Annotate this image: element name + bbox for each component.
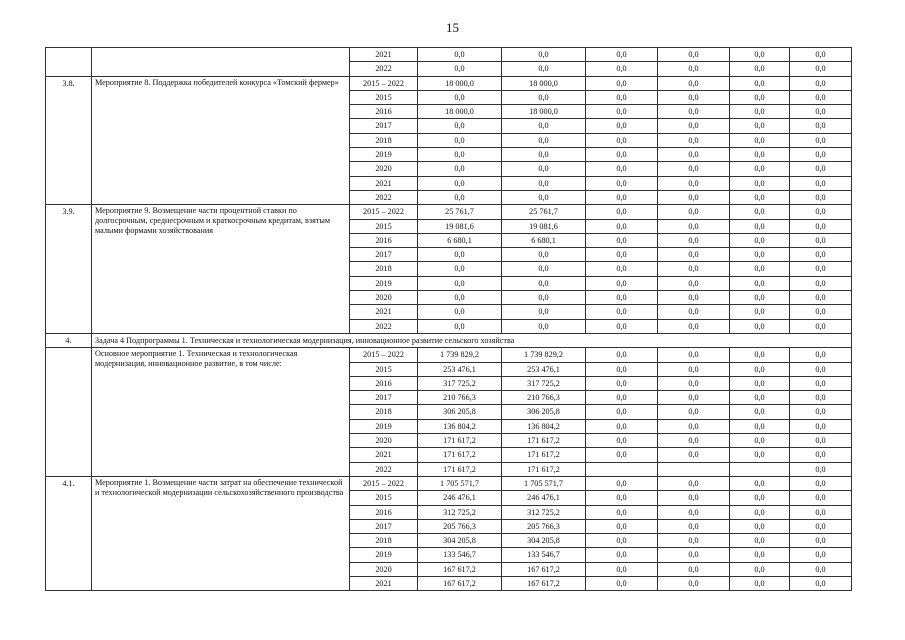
total-value: 312 725,2 — [418, 505, 502, 519]
period-year: 2015 – 2022 — [350, 476, 418, 490]
item-number: 4.1. — [46, 476, 92, 590]
extra-value: 0,0 — [790, 419, 852, 433]
federal-budget-value: 0,0 — [586, 248, 658, 262]
table-row — [46, 76, 852, 90]
total-value: 167 617,2 — [418, 562, 502, 576]
federal-budget-value: 0,0 — [586, 262, 658, 276]
extra-value: 0,0 — [790, 562, 852, 576]
federal-budget-value: 0,0 — [586, 148, 658, 162]
extra-value: 0,0 — [790, 376, 852, 390]
regional-budget-value: 18 000,0 — [502, 76, 586, 90]
regional-budget-value: 0,0 — [502, 119, 586, 133]
period-year: 2018 — [350, 534, 418, 548]
federal-budget-value: 0,0 — [586, 576, 658, 590]
item-number: 3.9. — [46, 205, 92, 334]
extra-value: 0,0 — [790, 348, 852, 362]
extra-value: 0,0 — [790, 76, 852, 90]
extra-value: 0,0 — [790, 176, 852, 190]
federal-budget-value: 0,0 — [586, 476, 658, 490]
extra-value: 0,0 — [790, 62, 852, 76]
regional-budget-value: 167 617,2 — [502, 576, 586, 590]
regional-budget-value: 18 000,0 — [502, 105, 586, 119]
regional-budget-value: 0,0 — [502, 62, 586, 76]
federal-budget-value: 0,0 — [586, 419, 658, 433]
task-row — [46, 333, 852, 347]
total-value: 0,0 — [418, 190, 502, 204]
local-budget-value: 0,0 — [658, 534, 730, 548]
local-budget-value: 0,0 — [658, 48, 730, 62]
federal-budget-value: 0,0 — [586, 119, 658, 133]
period-year: 2017 — [350, 519, 418, 533]
other-source-value: 0,0 — [730, 190, 790, 204]
other-source-value: 0,0 — [730, 276, 790, 290]
other-source-value: 0,0 — [730, 233, 790, 247]
federal-budget-value: 0,0 — [586, 233, 658, 247]
period-year: 2018 — [350, 262, 418, 276]
regional-budget-value: 306 205,8 — [502, 405, 586, 419]
total-value: 167 617,2 — [418, 576, 502, 590]
federal-budget-value: 0,0 — [586, 505, 658, 519]
extra-value: 0,0 — [790, 262, 852, 276]
local-budget-value: 0,0 — [658, 391, 730, 405]
local-budget-value: 0,0 — [658, 276, 730, 290]
extra-value: 0,0 — [790, 190, 852, 204]
total-value: 0,0 — [418, 133, 502, 147]
period-year: 2019 — [350, 148, 418, 162]
federal-budget-value: 0,0 — [586, 105, 658, 119]
total-value: 246 476,1 — [418, 491, 502, 505]
extra-value: 0,0 — [790, 476, 852, 490]
period-year: 2021 — [350, 176, 418, 190]
period-year: 2022 — [350, 62, 418, 76]
period-year: 2015 – 2022 — [350, 205, 418, 219]
local-budget-value: 0,0 — [658, 434, 730, 448]
period-year: 2022 — [350, 190, 418, 204]
other-source-value: 0,0 — [730, 62, 790, 76]
other-source-value: 0,0 — [730, 305, 790, 319]
total-value: 0,0 — [418, 319, 502, 333]
item-name: Основное мероприятие 1. Техническая и технологическая модернизация, инновационное развитие, в том числе: — [92, 348, 350, 477]
other-source-value: 0,0 — [730, 133, 790, 147]
total-value: 0,0 — [418, 291, 502, 305]
total-value: 133 546,7 — [418, 548, 502, 562]
other-source-value: 0,0 — [730, 476, 790, 490]
extra-value: 0,0 — [790, 405, 852, 419]
period-year: 2019 — [350, 419, 418, 433]
total-value: 253 476,1 — [418, 362, 502, 376]
local-budget-value: 0,0 — [658, 190, 730, 204]
local-budget-value: 0,0 — [658, 362, 730, 376]
period-year: 2017 — [350, 119, 418, 133]
total-value: 1 705 571,7 — [418, 476, 502, 490]
page-number: 15 — [446, 20, 459, 35]
period-year: 2021 — [350, 305, 418, 319]
local-budget-value: 0,0 — [658, 476, 730, 490]
extra-value: 0,0 — [790, 534, 852, 548]
period-year: 2017 — [350, 391, 418, 405]
total-value: 171 617,2 — [418, 434, 502, 448]
regional-budget-value: 1 705 571,7 — [502, 476, 586, 490]
other-source-value: 0,0 — [730, 448, 790, 462]
period-year: 2016 — [350, 505, 418, 519]
local-budget-value: 0,0 — [658, 62, 730, 76]
other-source-value: 0,0 — [730, 105, 790, 119]
regional-budget-value: 0,0 — [502, 148, 586, 162]
federal-budget-value: 0,0 — [586, 176, 658, 190]
extra-value: 0,0 — [790, 491, 852, 505]
local-budget-value: 0,0 — [658, 405, 730, 419]
period-year: 2015 — [350, 90, 418, 104]
local-budget-value: 0,0 — [658, 233, 730, 247]
regional-budget-value: 0,0 — [502, 248, 586, 262]
total-value: 171 617,2 — [418, 462, 502, 476]
period-year: 2020 — [350, 434, 418, 448]
local-budget-value: 0,0 — [658, 562, 730, 576]
total-value: 0,0 — [418, 305, 502, 319]
other-source-value: 0,0 — [730, 219, 790, 233]
regional-budget-value: 1 739 829,2 — [502, 348, 586, 362]
local-budget-value: 0,0 — [658, 448, 730, 462]
local-budget-value: 0,0 — [658, 419, 730, 433]
regional-budget-value: 171 617,2 — [502, 448, 586, 462]
federal-budget-value: 0,0 — [586, 291, 658, 305]
other-source-value: 0,0 — [730, 434, 790, 448]
regional-budget-value: 0,0 — [502, 48, 586, 62]
federal-budget-value: 0,0 — [586, 62, 658, 76]
total-value: 136 804,2 — [418, 419, 502, 433]
federal-budget-value: 0,0 — [586, 219, 658, 233]
total-value: 171 617,2 — [418, 448, 502, 462]
regional-budget-value: 0,0 — [502, 176, 586, 190]
total-value: 18 000,0 — [418, 105, 502, 119]
other-source-value: 0,0 — [730, 90, 790, 104]
extra-value: 0,0 — [790, 391, 852, 405]
extra-value: 0,0 — [790, 362, 852, 376]
federal-budget-value: 0,0 — [586, 548, 658, 562]
period-year: 2022 — [350, 319, 418, 333]
extra-value: 0,0 — [790, 576, 852, 590]
extra-value: 0,0 — [790, 305, 852, 319]
extra-value: 0,0 — [790, 448, 852, 462]
other-source-value: 0,0 — [730, 148, 790, 162]
extra-value: 0,0 — [790, 319, 852, 333]
period-year: 2021 — [350, 576, 418, 590]
regional-budget-value: 167 617,2 — [502, 562, 586, 576]
local-budget-value: 0,0 — [658, 219, 730, 233]
federal-budget-value: 0,0 — [586, 162, 658, 176]
total-value: 0,0 — [418, 162, 502, 176]
regional-budget-value: 0,0 — [502, 190, 586, 204]
extra-value: 0,0 — [790, 505, 852, 519]
local-budget-value: 0,0 — [658, 376, 730, 390]
other-source-value: 0,0 — [730, 176, 790, 190]
total-value: 0,0 — [418, 48, 502, 62]
local-budget-value: 0,0 — [658, 248, 730, 262]
local-budget-value: 0,0 — [658, 148, 730, 162]
extra-value: 0,0 — [790, 519, 852, 533]
federal-budget-value: 0,0 — [586, 190, 658, 204]
regional-budget-value: 304 205,8 — [502, 534, 586, 548]
regional-budget-value: 0,0 — [502, 276, 586, 290]
total-value: 0,0 — [418, 248, 502, 262]
total-value: 0,0 — [418, 62, 502, 76]
period-year: 2016 — [350, 376, 418, 390]
other-source-value: 0,0 — [730, 119, 790, 133]
period-year: 2016 — [350, 233, 418, 247]
item-name: Мероприятие 1. Возмещение части затрат на обеспечение технической и технологической модернизации сельскохозяйственного производства — [92, 476, 350, 590]
item-number — [46, 48, 92, 77]
regional-budget-value: 253 476,1 — [502, 362, 586, 376]
other-source-value: 0,0 — [730, 362, 790, 376]
federal-budget-value: 0,0 — [586, 362, 658, 376]
period-year: 2020 — [350, 562, 418, 576]
other-source-value: 0,0 — [730, 562, 790, 576]
federal-budget-value: 0,0 — [586, 562, 658, 576]
federal-budget-value: 0,0 — [586, 90, 658, 104]
other-source-value: 0,0 — [730, 576, 790, 590]
regional-budget-value: 19 081,6 — [502, 219, 586, 233]
total-value: 317 725,2 — [418, 376, 502, 390]
total-value: 304 205,8 — [418, 534, 502, 548]
period-year: 2018 — [350, 133, 418, 147]
other-source-value: 0,0 — [730, 48, 790, 62]
period-year: 2022 — [350, 462, 418, 476]
table-row — [46, 48, 852, 62]
federal-budget-value: 0,0 — [586, 405, 658, 419]
other-source-value: 0,0 — [730, 76, 790, 90]
other-source-value: 0,0 — [730, 291, 790, 305]
extra-value: 0,0 — [790, 434, 852, 448]
regional-budget-value: 133 546,7 — [502, 548, 586, 562]
federal-budget-value: 0,0 — [586, 205, 658, 219]
local-budget-value: 0,0 — [658, 119, 730, 133]
federal-budget-value: 0,0 — [586, 534, 658, 548]
other-source-value: 0,0 — [730, 491, 790, 505]
regional-budget-value: 171 617,2 — [502, 434, 586, 448]
period-year: 2015 — [350, 219, 418, 233]
other-source-value: 0,0 — [730, 205, 790, 219]
period-year: 2015 – 2022 — [350, 348, 418, 362]
local-budget-value: 0,0 — [658, 319, 730, 333]
local-budget-value: 0,0 — [658, 176, 730, 190]
extra-value: 0,0 — [790, 133, 852, 147]
extra-value: 0,0 — [790, 291, 852, 305]
table-row — [46, 476, 852, 490]
local-budget-value — [658, 462, 730, 476]
item-number — [46, 348, 92, 477]
local-budget-value: 0,0 — [658, 90, 730, 104]
extra-value: 0,0 — [790, 48, 852, 62]
regional-budget-value: 0,0 — [502, 90, 586, 104]
regional-budget-value: 0,0 — [502, 305, 586, 319]
other-source-value: 0,0 — [730, 519, 790, 533]
other-source-value: 0,0 — [730, 419, 790, 433]
regional-budget-value: 6 680,1 — [502, 233, 586, 247]
other-source-value: 0,0 — [730, 534, 790, 548]
total-value: 19 081,6 — [418, 219, 502, 233]
extra-value: 0,0 — [790, 90, 852, 104]
federal-budget-value: 0,0 — [586, 276, 658, 290]
extra-value: 0,0 — [790, 162, 852, 176]
period-year: 2016 — [350, 105, 418, 119]
local-budget-value: 0,0 — [658, 291, 730, 305]
budget-table — [45, 47, 852, 591]
local-budget-value: 0,0 — [658, 76, 730, 90]
other-source-value — [730, 462, 790, 476]
federal-budget-value: 0,0 — [586, 348, 658, 362]
federal-budget-value: 0,0 — [586, 491, 658, 505]
other-source-value: 0,0 — [730, 548, 790, 562]
total-value: 25 761,7 — [418, 205, 502, 219]
period-year: 2019 — [350, 548, 418, 562]
extra-value: 0,0 — [790, 105, 852, 119]
table-row — [46, 348, 852, 362]
period-year: 2020 — [350, 162, 418, 176]
period-year: 2015 – 2022 — [350, 76, 418, 90]
federal-budget-value: 0,0 — [586, 319, 658, 333]
local-budget-value: 0,0 — [658, 133, 730, 147]
total-value: 0,0 — [418, 176, 502, 190]
total-value: 205 766,3 — [418, 519, 502, 533]
regional-budget-value: 210 766,3 — [502, 391, 586, 405]
total-value: 0,0 — [418, 262, 502, 276]
regional-budget-value: 312 725,2 — [502, 505, 586, 519]
other-source-value: 0,0 — [730, 319, 790, 333]
total-value: 0,0 — [418, 276, 502, 290]
local-budget-value: 0,0 — [658, 305, 730, 319]
federal-budget-value: 0,0 — [586, 48, 658, 62]
regional-budget-value: 0,0 — [502, 262, 586, 276]
period-year: 2019 — [350, 276, 418, 290]
local-budget-value: 0,0 — [658, 491, 730, 505]
other-source-value: 0,0 — [730, 376, 790, 390]
federal-budget-value — [586, 462, 658, 476]
period-year: 2018 — [350, 405, 418, 419]
federal-budget-value: 0,0 — [586, 305, 658, 319]
extra-value: 0,0 — [790, 148, 852, 162]
federal-budget-value: 0,0 — [586, 448, 658, 462]
extra-value: 0,0 — [790, 276, 852, 290]
task-title: Задача 4 Подпрограммы 1. Техническая и технологическая модернизация, инновационное развитие сельского хозяйства — [92, 333, 852, 347]
local-budget-value: 0,0 — [658, 519, 730, 533]
extra-value: 0,0 — [790, 119, 852, 133]
period-year: 2021 — [350, 48, 418, 62]
total-value: 306 205,8 — [418, 405, 502, 419]
period-year: 2015 — [350, 362, 418, 376]
item-name: Мероприятие 8. Поддержка победителей конкурса «Томский фермер» — [92, 76, 350, 205]
item-name — [92, 48, 350, 77]
other-source-value: 0,0 — [730, 391, 790, 405]
regional-budget-value: 0,0 — [502, 319, 586, 333]
regional-budget-value: 171 617,2 — [502, 462, 586, 476]
local-budget-value: 0,0 — [658, 505, 730, 519]
other-source-value: 0,0 — [730, 405, 790, 419]
local-budget-value: 0,0 — [658, 262, 730, 276]
total-value: 0,0 — [418, 148, 502, 162]
extra-value: 0,0 — [790, 462, 852, 476]
extra-value: 0,0 — [790, 205, 852, 219]
local-budget-value: 0,0 — [658, 162, 730, 176]
total-value: 1 739 829,2 — [418, 348, 502, 362]
federal-budget-value: 0,0 — [586, 434, 658, 448]
period-year: 2015 — [350, 491, 418, 505]
total-value: 0,0 — [418, 90, 502, 104]
period-year: 2020 — [350, 291, 418, 305]
local-budget-value: 0,0 — [658, 105, 730, 119]
federal-budget-value: 0,0 — [586, 376, 658, 390]
other-source-value: 0,0 — [730, 348, 790, 362]
federal-budget-value: 0,0 — [586, 76, 658, 90]
task-number: 4. — [46, 333, 92, 347]
regional-budget-value: 246 476,1 — [502, 491, 586, 505]
extra-value: 0,0 — [790, 219, 852, 233]
extra-value: 0,0 — [790, 248, 852, 262]
federal-budget-value: 0,0 — [586, 133, 658, 147]
item-name: Мероприятие 9. Возмещение части процентной ставки по долгосрочным, среднесрочным и краткосрочным кредитам, взятым малыми формами хозяйствования — [92, 205, 350, 334]
federal-budget-value: 0,0 — [586, 391, 658, 405]
item-number: 3.8. — [46, 76, 92, 205]
other-source-value: 0,0 — [730, 505, 790, 519]
local-budget-value: 0,0 — [658, 348, 730, 362]
other-source-value: 0,0 — [730, 262, 790, 276]
local-budget-value: 0,0 — [658, 576, 730, 590]
local-budget-value: 0,0 — [658, 205, 730, 219]
regional-budget-value: 317 725,2 — [502, 376, 586, 390]
federal-budget-value: 0,0 — [586, 519, 658, 533]
total-value: 210 766,3 — [418, 391, 502, 405]
extra-value: 0,0 — [790, 548, 852, 562]
other-source-value: 0,0 — [730, 248, 790, 262]
period-year: 2017 — [350, 248, 418, 262]
regional-budget-value: 0,0 — [502, 291, 586, 305]
extra-value: 0,0 — [790, 233, 852, 247]
regional-budget-value: 0,0 — [502, 162, 586, 176]
total-value: 0,0 — [418, 119, 502, 133]
local-budget-value: 0,0 — [658, 548, 730, 562]
regional-budget-value: 136 804,2 — [502, 419, 586, 433]
period-year: 2021 — [350, 448, 418, 462]
total-value: 18 000,0 — [418, 76, 502, 90]
regional-budget-value: 205 766,3 — [502, 519, 586, 533]
table-row — [46, 205, 852, 219]
other-source-value: 0,0 — [730, 162, 790, 176]
total-value: 6 680,1 — [418, 233, 502, 247]
regional-budget-value: 0,0 — [502, 133, 586, 147]
regional-budget-value: 25 761,7 — [502, 205, 586, 219]
